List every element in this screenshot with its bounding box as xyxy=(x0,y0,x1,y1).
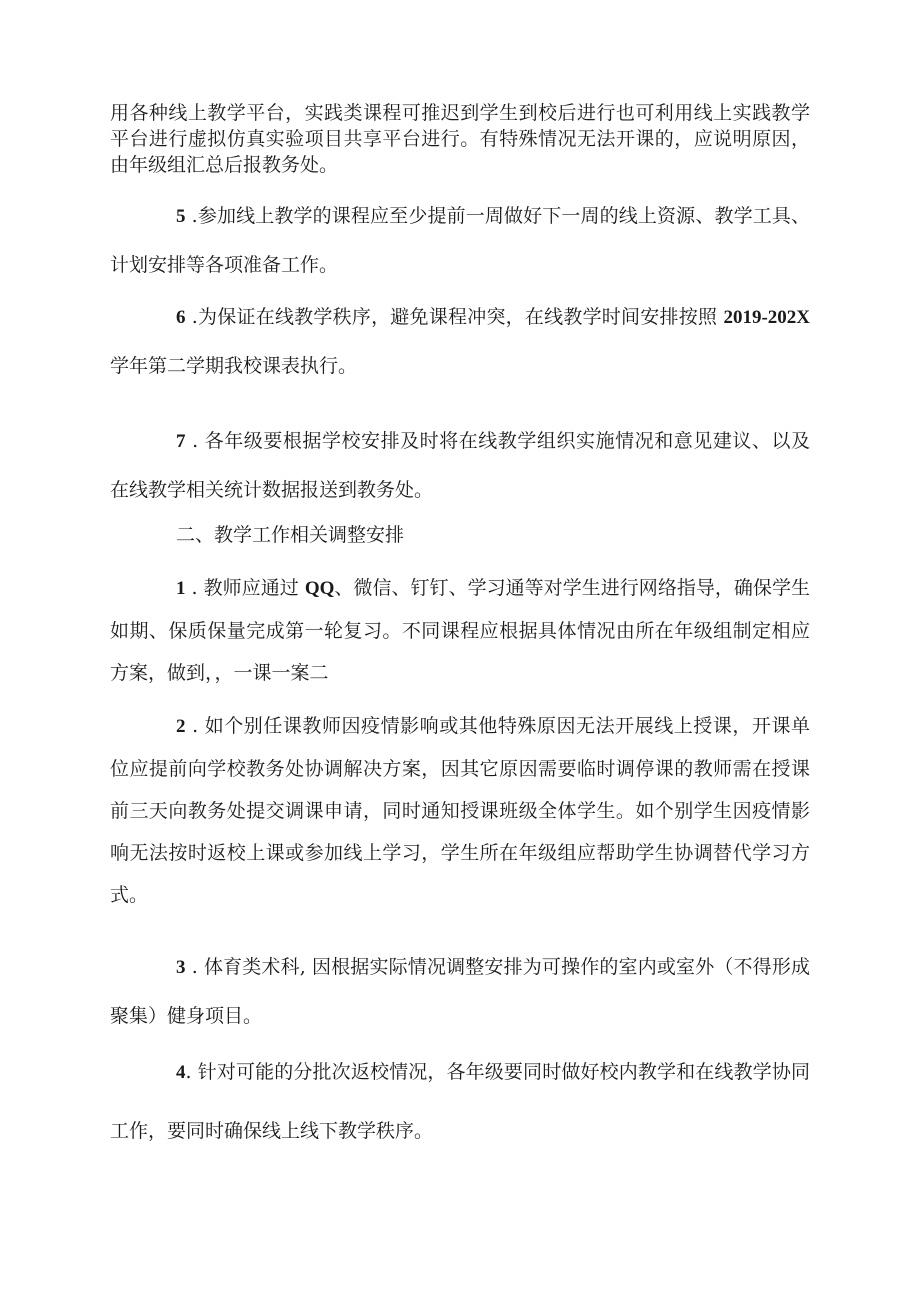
item-number: 4 xyxy=(176,1062,186,1083)
paragraph-section2-item-3 xyxy=(110,943,810,1040)
qq-label: QQ xyxy=(304,578,335,599)
paragraph-text: .为保证在线教学秩序，避免课程冲突，在线教学时间安排按照 xyxy=(185,306,724,328)
section-heading: 二、教学工作相关调整安排 xyxy=(176,524,405,546)
item-number: 6 xyxy=(176,307,186,328)
paragraph-item-5 xyxy=(110,192,810,289)
item-number: 3 xyxy=(176,957,186,978)
item-number: 7 xyxy=(176,431,186,452)
paragraph-section2-item-4 xyxy=(110,1043,810,1160)
paragraph-text: . 针对可能的分批次返校情况，各年级要同时做好校内教学和在线教学协同工作，要同时确保线上线下教学秩序。 xyxy=(110,1061,810,1142)
paragraph-item-6 xyxy=(110,293,810,390)
paragraph-section2-item-1 xyxy=(110,567,810,694)
paragraph-text: .参加线上教学的课程应至少提前一周做好下一周的线上资源、教学工具、计划安排等各项准备工作。 xyxy=(110,205,810,276)
paragraph-text: . 教师应通过 xyxy=(185,577,305,599)
paragraph-text: . 各年级要根据学校安排及时将在线教学组织实施情况和意见建议、以及在线教学相关统计数据报送到教务处。 xyxy=(110,430,810,501)
item-number: 1 xyxy=(176,578,186,599)
paragraph-text: . 体育类术科, 因根据实际情况调整安排为可操作的室内或室外（不得形成聚集）健身项目。 xyxy=(110,956,810,1027)
item-number: 5 xyxy=(176,206,186,227)
paragraph-text: 用各种线上教学平台，实践类课程可推迟到学生到校后进行也可利用线上实践教学平台进行虚拟仿真实验项目共享平台进行。有特殊情况无法开课的，应说明原因，由年级组汇总后报教务处。 xyxy=(110,102,810,176)
school-year: 2019-202X xyxy=(723,307,810,328)
paragraph-item-7 xyxy=(110,417,810,514)
paragraph-intro-continuation xyxy=(110,100,810,178)
item-number: 2 xyxy=(176,716,186,737)
paragraph-text: 、微信、钉钉、学习通等对学生进行网络指导，确保学生如期、保质保量完成第一轮复习。不同课程应根据具体情况由所在年级组制定相应方案，做到，，一课一案二 xyxy=(110,577,810,684)
paragraph-section2-item-2 xyxy=(110,705,810,916)
paragraph-text: . 如个别任课教师因疫情影响或其他特殊原因无法开展线上授课，开课单位应提前向学校教务处协调解决方案，因其它原因需要临时调停课的教师需在授课前三天向教务处提交调课申请，同时通知授课班级全体学生。如个别学生因疫情影响无法按时返校上课或参加线上学习，学生所在年级组应帮助学生协调替代学习方式。 xyxy=(110,715,810,906)
paragraph-text: 学年第二学期我校课表执行。 xyxy=(110,355,358,377)
